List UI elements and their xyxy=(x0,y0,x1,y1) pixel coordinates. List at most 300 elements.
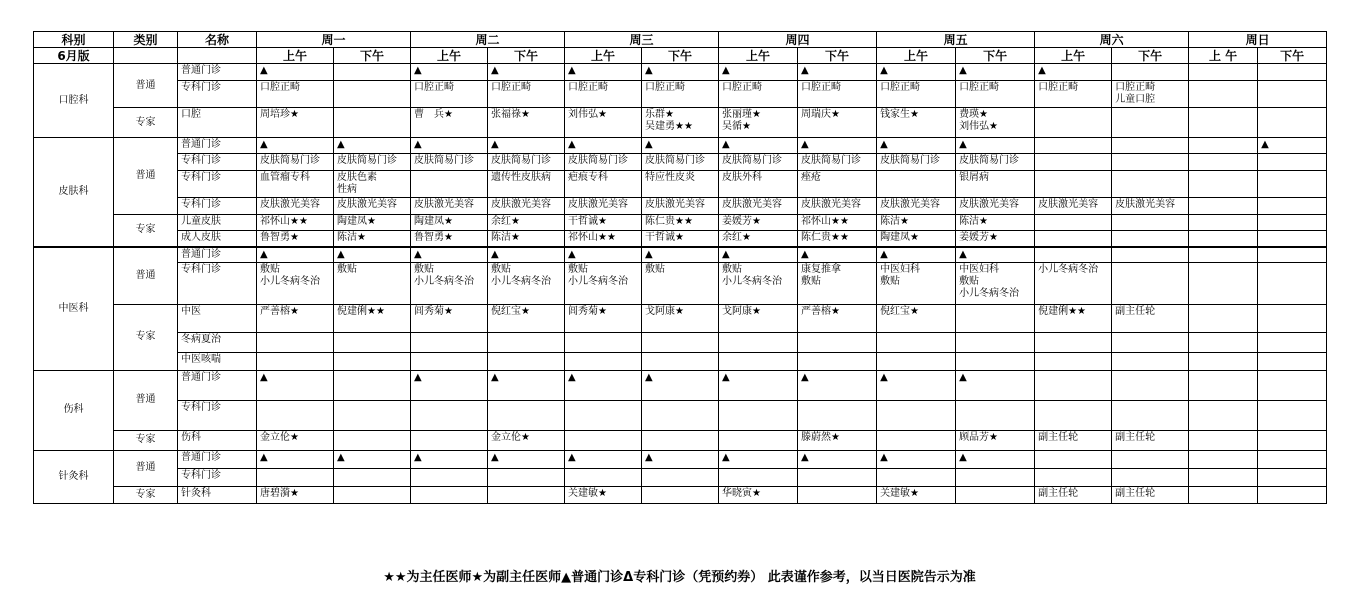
schedule-cell xyxy=(956,304,1035,332)
schedule-cell xyxy=(956,400,1035,430)
schedule-cell xyxy=(719,468,798,486)
schedule-cell xyxy=(1258,171,1327,198)
schedule-cell: ▲ xyxy=(719,138,798,154)
department-cell: 针灸科 xyxy=(34,450,114,503)
schedule-cell: 严善榕★ xyxy=(257,304,334,332)
schedule-cell: 副主任轮 xyxy=(1035,430,1112,450)
schedule-cell: 唐碧漪★ xyxy=(257,486,334,503)
schedule-cell xyxy=(877,352,956,370)
schedule-cell xyxy=(1189,468,1258,486)
schedule-cell xyxy=(642,352,719,370)
schedule-cell xyxy=(1189,262,1258,304)
clinic-name-cell: 专科门诊 xyxy=(178,262,257,304)
schedule-cell: 鲁智勇★ xyxy=(411,231,488,247)
schedule-cell: ▲ xyxy=(877,370,956,400)
schedule-cell xyxy=(411,430,488,450)
half-header: 下午 xyxy=(334,48,411,64)
schedule-row xyxy=(34,108,1327,138)
schedule-cell xyxy=(1258,215,1327,231)
schedule-cell xyxy=(1035,370,1112,400)
schedule-cell xyxy=(1189,198,1258,215)
schedule-cell: 敷贴 小儿冬病冬治 xyxy=(565,262,642,304)
schedule-cell xyxy=(1035,352,1112,370)
clinic-name-cell: 成人皮肤 xyxy=(178,231,257,247)
schedule-cell xyxy=(411,486,488,503)
schedule-cell: ▲ xyxy=(877,450,956,468)
schedule-cell xyxy=(1258,262,1327,304)
schedule-cell: 小儿冬病冬治 xyxy=(1035,262,1112,304)
schedule-cell: 口腔正畸 xyxy=(257,81,334,108)
schedule-cell: 副主任轮 xyxy=(1112,430,1189,450)
schedule-cell: ▲ xyxy=(257,450,334,468)
schedule-cell: 皮肤激光美容 xyxy=(257,198,334,215)
schedule-cell xyxy=(1258,430,1327,450)
schedule-cell xyxy=(1112,171,1189,198)
schedule-cell xyxy=(1189,332,1258,352)
schedule-row xyxy=(34,64,1327,81)
schedule-cell xyxy=(1112,332,1189,352)
schedule-cell: 陶建凤★ xyxy=(877,231,956,247)
clinic-name-cell: 专科门诊 xyxy=(178,81,257,108)
schedule-cell xyxy=(1189,108,1258,138)
schedule-cell: ▲ xyxy=(719,370,798,400)
schedule-row xyxy=(34,352,1327,370)
schedule-cell: 倪建俐★★ xyxy=(1035,304,1112,332)
schedule-cell: 银屑病 xyxy=(956,171,1035,198)
half-header: 下午 xyxy=(798,48,877,64)
schedule-cell: 皮肤激光美容 xyxy=(1112,198,1189,215)
schedule-row xyxy=(34,154,1327,171)
schedule-cell xyxy=(1258,352,1327,370)
schedule-cell xyxy=(1189,81,1258,108)
schedule-cell xyxy=(334,486,411,503)
schedule-row xyxy=(34,370,1327,400)
clinic-name-cell: 普通门诊 xyxy=(178,247,257,263)
category-cell: 专家 xyxy=(114,430,178,450)
schedule-cell: 张丽瑾★ 吴循★ xyxy=(719,108,798,138)
clinic-name-cell: 普通门诊 xyxy=(178,64,257,81)
schedule-cell: 陶建凤★ xyxy=(334,215,411,231)
schedule-cell: ▲ xyxy=(956,138,1035,154)
schedule-cell: 皮肤简易门诊 xyxy=(488,154,565,171)
schedule-cell: 特应性皮炎 xyxy=(642,171,719,198)
schedule-cell: 祁怀山★★ xyxy=(798,215,877,231)
schedule-cell xyxy=(1258,64,1327,81)
schedule-cell xyxy=(1035,450,1112,468)
schedule-cell: 皮肤简易门诊 xyxy=(334,154,411,171)
schedule-cell xyxy=(1035,154,1112,171)
schedule-cell: 陈洁★ xyxy=(334,231,411,247)
schedule-cell xyxy=(1035,468,1112,486)
schedule-cell: 皮肤激光美容 xyxy=(488,198,565,215)
schedule-cell: 陈洁★ xyxy=(956,215,1035,231)
schedule-cell: 痤疮 xyxy=(798,171,877,198)
category-cell: 普通 xyxy=(114,247,178,305)
schedule-row xyxy=(34,81,1327,108)
schedule-cell xyxy=(1189,450,1258,468)
schedule-cell: ▲ xyxy=(956,450,1035,468)
schedule-cell: 皮肤激光美容 xyxy=(719,198,798,215)
schedule-cell xyxy=(334,81,411,108)
schedule-cell xyxy=(956,332,1035,352)
schedule-cell: ▲ xyxy=(877,64,956,81)
schedule-cell: 乐群★ 吴建勇★★ xyxy=(642,108,719,138)
day-header: 周日 xyxy=(1189,32,1327,48)
schedule-cell xyxy=(565,352,642,370)
schedule-cell: ▲ xyxy=(642,370,719,400)
schedule-cell: ▲ xyxy=(719,247,798,263)
schedule-cell xyxy=(1258,247,1327,263)
schedule-cell: 刘伟弘★ xyxy=(565,108,642,138)
schedule-cell: 皮肤简易门诊 xyxy=(642,154,719,171)
clinic-schedule-table xyxy=(33,31,1327,504)
schedule-cell: 敷贴 xyxy=(642,262,719,304)
schedule-cell xyxy=(1258,108,1327,138)
schedule-cell xyxy=(1035,108,1112,138)
schedule-cell xyxy=(877,430,956,450)
schedule-cell xyxy=(956,468,1035,486)
half-header: 上午 xyxy=(877,48,956,64)
schedule-cell: 戈阿康★ xyxy=(642,304,719,332)
schedule-cell: ▲ xyxy=(956,64,1035,81)
schedule-cell xyxy=(1112,215,1189,231)
schedule-cell: ▲ xyxy=(257,370,334,400)
half-header: 上午 xyxy=(565,48,642,64)
schedule-cell: 陈洁★ xyxy=(877,215,956,231)
schedule-cell: 皮肤激光美容 xyxy=(334,198,411,215)
clinic-name-cell: 中医咳喘 xyxy=(178,352,257,370)
schedule-cell: ▲ xyxy=(488,450,565,468)
schedule-cell xyxy=(642,486,719,503)
schedule-cell: 皮肤激光美容 xyxy=(565,198,642,215)
schedule-cell: 口腔正畸 xyxy=(1035,81,1112,108)
schedule-cell xyxy=(719,430,798,450)
schedule-cell xyxy=(1035,231,1112,247)
header-dept: 科别 xyxy=(34,32,114,48)
schedule-cell: ▲ xyxy=(488,64,565,81)
schedule-cell xyxy=(411,332,488,352)
schedule-row xyxy=(34,215,1327,231)
half-header: 上午 xyxy=(719,48,798,64)
department-cell: 中医科 xyxy=(34,247,114,371)
schedule-cell: 口腔正畸 xyxy=(411,81,488,108)
schedule-cell: ▲ xyxy=(411,138,488,154)
schedule-cell: 遗传性皮肤病 xyxy=(488,171,565,198)
category-cell: 专家 xyxy=(114,486,178,503)
schedule-row xyxy=(34,171,1327,198)
schedule-cell xyxy=(488,352,565,370)
schedule-cell xyxy=(334,64,411,81)
schedule-cell xyxy=(1035,171,1112,198)
half-header: 下午 xyxy=(1112,48,1189,64)
schedule-cell: 顾品芳★ xyxy=(956,430,1035,450)
schedule-cell: 皮肤激光美容 xyxy=(642,198,719,215)
schedule-cell xyxy=(798,468,877,486)
schedule-cell xyxy=(642,332,719,352)
schedule-row xyxy=(34,450,1327,468)
clinic-name-cell: 伤科 xyxy=(178,430,257,450)
schedule-cell xyxy=(1112,352,1189,370)
schedule-cell: 敷贴 xyxy=(334,262,411,304)
schedule-cell: ▲ xyxy=(411,370,488,400)
schedule-cell: 皮肤简易门诊 xyxy=(798,154,877,171)
schedule-cell xyxy=(1189,64,1258,81)
day-header: 周三 xyxy=(565,32,719,48)
schedule-cell xyxy=(1112,468,1189,486)
schedule-cell xyxy=(565,468,642,486)
schedule-cell xyxy=(334,370,411,400)
schedule-cell xyxy=(1258,332,1327,352)
schedule-cell xyxy=(334,108,411,138)
day-header: 周一 xyxy=(257,32,411,48)
schedule-cell: 余红★ xyxy=(488,215,565,231)
schedule-cell: ▲ xyxy=(798,138,877,154)
schedule-cell: 姜媛芳★ xyxy=(956,231,1035,247)
schedule-cell: 敷贴 小儿冬病冬治 xyxy=(411,262,488,304)
category-cell: 专家 xyxy=(114,304,178,370)
schedule-row xyxy=(34,198,1327,215)
schedule-cell xyxy=(1258,154,1327,171)
day-header: 周五 xyxy=(877,32,1035,48)
clinic-name-cell: 专科门诊 xyxy=(178,468,257,486)
schedule-cell: 疤痕专科 xyxy=(565,171,642,198)
schedule-cell xyxy=(877,468,956,486)
schedule-cell xyxy=(1189,370,1258,400)
schedule-cell: ▲ xyxy=(956,247,1035,263)
day-header: 周四 xyxy=(719,32,877,48)
schedule-cell: 倪建俐★★ xyxy=(334,304,411,332)
schedule-cell: 敷贴 小儿冬病冬治 xyxy=(257,262,334,304)
schedule-cell: ▲ xyxy=(488,370,565,400)
schedule-row xyxy=(34,138,1327,154)
schedule-cell xyxy=(1035,400,1112,430)
header-blank xyxy=(114,48,178,64)
schedule-cell xyxy=(1189,138,1258,154)
category-cell: 普通 xyxy=(114,450,178,486)
department-cell: 口腔科 xyxy=(34,64,114,138)
schedule-cell xyxy=(798,332,877,352)
schedule-cell: 张福祿★ xyxy=(488,108,565,138)
schedule-cell xyxy=(1035,247,1112,263)
schedule-cell xyxy=(1189,154,1258,171)
schedule-cell: 康复推拿 敷贴 xyxy=(798,262,877,304)
schedule-cell xyxy=(565,400,642,430)
schedule-cell: 口腔正畸 xyxy=(956,81,1035,108)
schedule-cell: 金立伦★ xyxy=(257,430,334,450)
schedule-cell xyxy=(1112,138,1189,154)
schedule-cell xyxy=(1258,231,1327,247)
schedule-cell: 皮肤简易门诊 xyxy=(565,154,642,171)
schedule-cell: ▲ xyxy=(798,370,877,400)
category-cell: 普通 xyxy=(114,370,178,430)
schedule-cell: 严善榕★ xyxy=(798,304,877,332)
schedule-cell: 皮肤激光美容 xyxy=(956,198,1035,215)
category-cell: 普通 xyxy=(114,138,178,215)
schedule-cell: 关建敏★ xyxy=(565,486,642,503)
schedule-cell xyxy=(1189,247,1258,263)
schedule-cell: 皮肤激光美容 xyxy=(411,198,488,215)
half-header: 下午 xyxy=(642,48,719,64)
schedule-cell: 钱家生★ xyxy=(877,108,956,138)
schedule-cell: 副主任轮 xyxy=(1035,486,1112,503)
schedule-cell: 祁怀山★★ xyxy=(565,231,642,247)
schedule-cell xyxy=(1189,304,1258,332)
schedule-cell xyxy=(334,468,411,486)
schedule-cell xyxy=(488,400,565,430)
header-name: 名称 xyxy=(178,32,257,48)
schedule-cell: 闾秀菊★ xyxy=(411,304,488,332)
schedule-cell xyxy=(1258,81,1327,108)
schedule-cell: ▲ xyxy=(334,138,411,154)
schedule-cell xyxy=(1258,304,1327,332)
schedule-row xyxy=(34,304,1327,332)
schedule-cell xyxy=(642,400,719,430)
schedule-cell: ▲ xyxy=(642,138,719,154)
schedule-cell: ▲ xyxy=(257,64,334,81)
half-header: 上午 xyxy=(257,48,334,64)
schedule-cell: 干哲诚★ xyxy=(565,215,642,231)
schedule-cell: 皮肤色素 性病 xyxy=(334,171,411,198)
schedule-cell: 倪红宝★ xyxy=(488,304,565,332)
schedule-cell: 中医妇科 敷贴 xyxy=(877,262,956,304)
schedule-row xyxy=(34,247,1327,263)
schedule-cell xyxy=(257,400,334,430)
schedule-cell: 陈仁贵★★ xyxy=(642,215,719,231)
schedule-cell xyxy=(565,430,642,450)
schedule-cell: 余红★ xyxy=(719,231,798,247)
clinic-name-cell: 专科门诊 xyxy=(178,400,257,430)
header-row-days xyxy=(34,32,1327,48)
schedule-cell: 干哲诚★ xyxy=(642,231,719,247)
schedule-cell: 戈阿康★ xyxy=(719,304,798,332)
schedule-cell xyxy=(411,468,488,486)
schedule-cell: ▲ xyxy=(719,64,798,81)
schedule-cell: 曹 兵★ xyxy=(411,108,488,138)
schedule-cell: 敷贴 小儿冬病冬治 xyxy=(488,262,565,304)
schedule-cell: 陈洁★ xyxy=(488,231,565,247)
schedule-cell: 滕蔚然★ xyxy=(798,430,877,450)
clinic-name-cell: 普通门诊 xyxy=(178,370,257,400)
edition-label: 6月版 xyxy=(34,48,114,64)
schedule-cell xyxy=(257,332,334,352)
schedule-cell xyxy=(1258,370,1327,400)
schedule-cell: 口腔正畸 xyxy=(798,81,877,108)
clinic-name-cell: 普通门诊 xyxy=(178,450,257,468)
day-header: 周六 xyxy=(1035,32,1189,48)
schedule-cell: 口腔正畸 xyxy=(719,81,798,108)
schedule-cell xyxy=(334,332,411,352)
schedule-cell xyxy=(257,352,334,370)
schedule-cell xyxy=(1189,486,1258,503)
schedule-cell: 祁怀山★★ xyxy=(257,215,334,231)
schedule-cell: 敷贴 小儿冬病冬治 xyxy=(719,262,798,304)
schedule-cell xyxy=(1112,262,1189,304)
schedule-cell: ▲ xyxy=(719,450,798,468)
schedule-cell xyxy=(1189,400,1258,430)
clinic-name-cell: 儿童皮肤 xyxy=(178,215,257,231)
schedule-cell: 金立伦★ xyxy=(488,430,565,450)
schedule-cell: ▲ xyxy=(488,247,565,263)
schedule-cell xyxy=(1189,430,1258,450)
schedule-row xyxy=(34,332,1327,352)
schedule-cell: 血管瘤专科 xyxy=(257,171,334,198)
schedule-cell: 皮肤简易门诊 xyxy=(956,154,1035,171)
category-cell: 专家 xyxy=(114,215,178,247)
department-cell: 皮肤科 xyxy=(34,138,114,247)
schedule-cell xyxy=(877,171,956,198)
schedule-cell xyxy=(334,400,411,430)
schedule-cell: ▲ xyxy=(642,247,719,263)
schedule-cell xyxy=(1258,198,1327,215)
half-header: 下午 xyxy=(488,48,565,64)
schedule-cell: 皮肤简易门诊 xyxy=(411,154,488,171)
schedule-cell xyxy=(1112,370,1189,400)
schedule-cell: ▲ xyxy=(956,370,1035,400)
half-header: 下午 xyxy=(956,48,1035,64)
schedule-cell xyxy=(642,468,719,486)
schedule-cell: ▲ xyxy=(798,247,877,263)
schedule-cell xyxy=(1258,468,1327,486)
schedule-cell xyxy=(411,400,488,430)
clinic-name-cell: 中医 xyxy=(178,304,257,332)
schedule-cell: 周培珍★ xyxy=(257,108,334,138)
schedule-cell: 口腔正畸 xyxy=(642,81,719,108)
schedule-cell: ▲ xyxy=(798,64,877,81)
schedule-cell: ▲ xyxy=(798,450,877,468)
schedule-cell: 皮肤激光美容 xyxy=(798,198,877,215)
schedule-cell: 副主任轮 xyxy=(1112,304,1189,332)
schedule-cell: 口腔正畸 儿童口腔 xyxy=(1112,81,1189,108)
schedule-cell: ▲ xyxy=(565,64,642,81)
schedule-cell: 口腔正畸 xyxy=(565,81,642,108)
schedule-cell: 华晓寅★ xyxy=(719,486,798,503)
schedule-cell: 费瑛★ 刘伟弘★ xyxy=(956,108,1035,138)
schedule-cell xyxy=(334,430,411,450)
schedule-cell: 姜媛芳★ xyxy=(719,215,798,231)
schedule-cell xyxy=(798,400,877,430)
schedule-cell: 皮肤激光美容 xyxy=(1035,198,1112,215)
schedule-cell: ▲ xyxy=(411,64,488,81)
schedule-cell: 口腔正畸 xyxy=(877,81,956,108)
schedule-cell xyxy=(1035,332,1112,352)
half-header: 上 午 xyxy=(1189,48,1258,64)
schedule-cell: ▲ xyxy=(642,64,719,81)
schedule-cell: ▲ xyxy=(565,247,642,263)
schedule-cell xyxy=(798,352,877,370)
schedule-cell xyxy=(1258,400,1327,430)
schedule-cell: ▲ xyxy=(877,138,956,154)
schedule-cell: ▲ xyxy=(411,450,488,468)
schedule-cell: ▲ xyxy=(565,138,642,154)
schedule-cell xyxy=(565,332,642,352)
schedule-cell xyxy=(1112,231,1189,247)
department-cell: 伤科 xyxy=(34,370,114,450)
schedule-cell xyxy=(1112,247,1189,263)
schedule-cell: ▲ xyxy=(642,450,719,468)
half-header: 上午 xyxy=(1035,48,1112,64)
schedule-cell xyxy=(488,332,565,352)
schedule-cell: 皮肤简易门诊 xyxy=(257,154,334,171)
schedule-cell xyxy=(1112,108,1189,138)
schedule-cell xyxy=(1112,64,1189,81)
schedule-cell xyxy=(1189,231,1258,247)
schedule-cell: 关建敏★ xyxy=(877,486,956,503)
schedule-cell xyxy=(1112,400,1189,430)
schedule-cell xyxy=(877,332,956,352)
legend-footer: ★★为主任医师★为副主任医师▲普通门诊Δ专科门诊（凭预约券） 此表谨作参考，以当日医院告示为准 xyxy=(383,570,976,585)
schedule-cell xyxy=(1112,154,1189,171)
schedule-row xyxy=(34,400,1327,430)
